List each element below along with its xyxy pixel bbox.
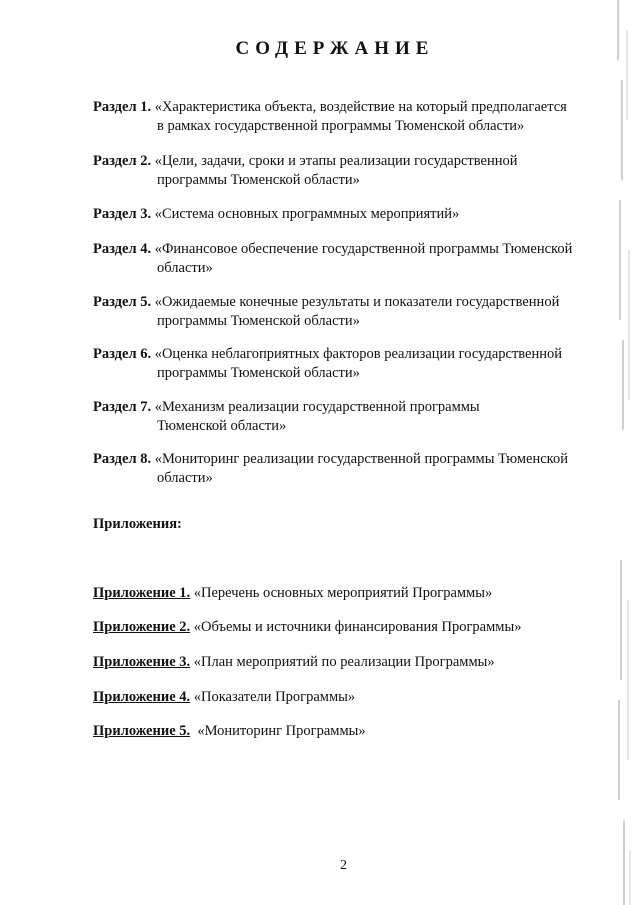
section-title-line1: «Механизм реализации государственной программы: [154, 399, 480, 415]
section-number: Раздел 6.: [93, 346, 152, 362]
section-number: Раздел 2.: [93, 153, 152, 169]
section-title-line1: «Цели, задачи, сроки и этапы реализации государственной: [154, 153, 518, 169]
section-number: Раздел 5.: [93, 294, 152, 310]
appendix-item-1: [93, 584, 613, 603]
section-title-line1: «Мониторинг реализации государственной программы Тюменской: [154, 451, 568, 467]
appendix-label: Приложение 3.: [93, 654, 191, 670]
appendix-title: «Мониторинг Программы»: [193, 723, 366, 739]
appendix-item-3: [93, 653, 613, 672]
appendix-label: Приложение 5.: [93, 723, 191, 739]
section-title-line2: области»: [157, 260, 213, 276]
toc-section-6: [93, 345, 593, 383]
section-title-line2: области»: [157, 470, 213, 486]
appendix-title: «Объемы и источники финансирования Программы»: [193, 619, 522, 635]
scan-edge-artifact: [610, 0, 640, 905]
appendix-item-4: [93, 688, 613, 707]
appendices-heading: Приложения:: [93, 516, 182, 532]
appendix-label: Приложение 4.: [93, 689, 191, 705]
section-title-line2: в рамках государственной программы Тюменской области»: [157, 118, 525, 134]
section-title-line2: программы Тюменской области»: [157, 365, 360, 381]
page-number: 2: [340, 858, 347, 873]
toc-section-8: [93, 450, 593, 488]
section-title-line1: «Оценка неблагоприятных факторов реализации государственной: [154, 346, 563, 362]
section-title-line1: «Характеристика объекта, воздействие на который предполагается: [154, 99, 567, 115]
appendix-title: «План мероприятий по реализации Программы»: [193, 654, 495, 670]
toc-section-4: [93, 240, 593, 278]
appendix-label: Приложение 2.: [93, 619, 191, 635]
toc-section-3: [93, 205, 593, 224]
section-title-line2: программы Тюменской области»: [157, 313, 360, 329]
section-title-line1: «Система основных программных мероприятий»: [154, 206, 460, 222]
toc-section-7: [93, 398, 593, 436]
page-title: СОДЕРЖАНИЕ: [235, 38, 435, 59]
section-title-line1: «Финансовое обеспечение государственной программы Тюменской: [154, 241, 573, 257]
section-title-line2: Тюменской области»: [157, 418, 287, 434]
toc-section-5: [93, 293, 593, 331]
toc-section-2: [93, 152, 593, 190]
appendix-title: «Показатели Программы»: [193, 689, 356, 705]
section-number: Раздел 7.: [93, 399, 152, 415]
section-number: Раздел 8.: [93, 451, 152, 467]
section-title-line1: «Ожидаемые конечные результаты и показатели государственной: [154, 294, 560, 310]
section-title-line2: программы Тюменской области»: [157, 172, 360, 188]
section-number: Раздел 4.: [93, 241, 152, 257]
appendix-label: Приложение 1.: [93, 585, 191, 601]
appendix-item-5: [93, 722, 613, 741]
section-number: Раздел 1.: [93, 99, 152, 115]
section-number: Раздел 3.: [93, 206, 152, 222]
toc-section-1: [93, 98, 593, 136]
appendix-title: «Перечень основных мероприятий Программы»: [193, 585, 493, 601]
appendix-item-2: [93, 618, 613, 637]
